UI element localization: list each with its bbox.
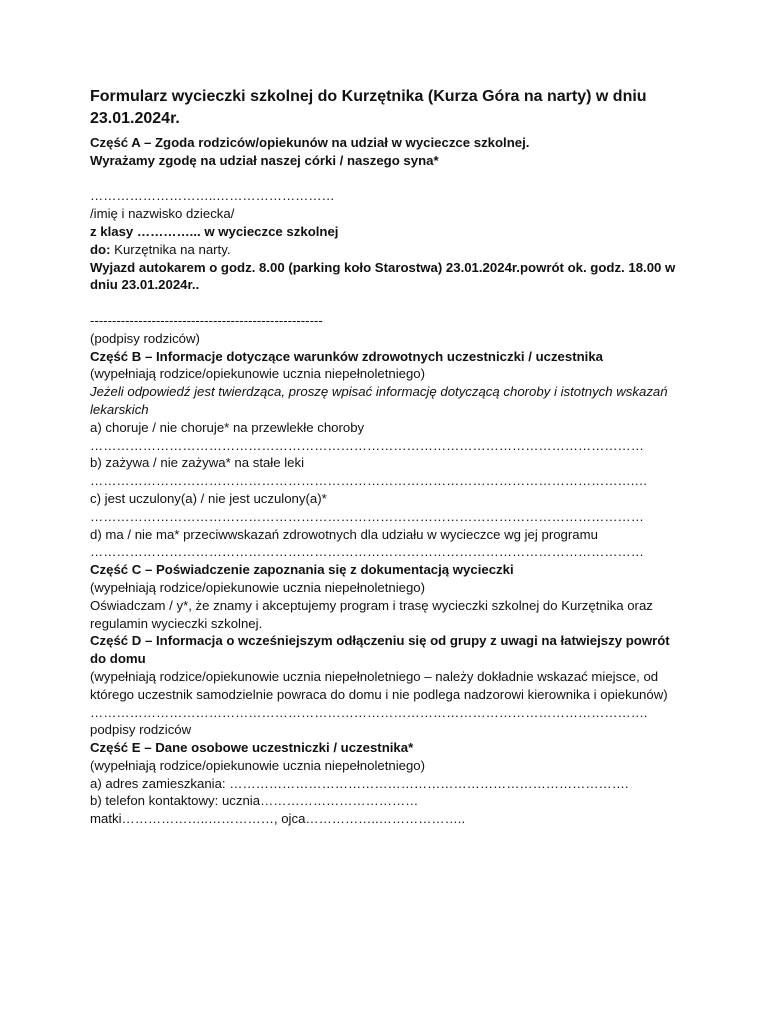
part-c-statement: Oświadczam / y*, że znamy i akceptujemy program i trasę wycieczki szkolnej do Kurzętnika oraz regulamin wycieczki szkolnej.	[90, 597, 653, 631]
part-a-heading: Część A – Zgoda rodziców/opiekunów na udział w wycieczce szkolnej.	[90, 135, 530, 150]
part-b	[90, 348, 680, 562]
destination-value: Kurzętnika na narty.	[110, 241, 231, 257]
health-item-d-dots: ………………………………………………………………………………………………………………	[90, 544, 644, 560]
health-item-b: b) zażywa / nie zażywa* na stałe leki	[90, 455, 305, 471]
spacer	[90, 294, 680, 312]
part-b-heading: Część B – Informacje dotyczące warunków zdrowotnych uczestniczki / uczestnika	[90, 348, 603, 364]
form-page	[90, 86, 680, 828]
part-d	[90, 632, 680, 739]
phone-line: b) telefon kontaktowy: ucznia………………………………	[90, 793, 419, 809]
part-a	[90, 134, 680, 348]
health-item-a: a) choruje / nie choruje* na przewlekłe choroby	[90, 419, 365, 435]
destination-line	[90, 241, 680, 259]
child-name-label: /imię i nazwisko dziecka/	[90, 206, 235, 222]
parents-signature-line: -----------------------------------------------------	[90, 312, 323, 328]
part-e-fill-note: (wypełniają rodzice/opiekunowie ucznia niepełnoletniego)	[90, 757, 426, 773]
health-item-a-dots: ………………………………………………………………………………………………………………	[90, 437, 644, 453]
part-d-signature-label: podpisy rodziców	[90, 722, 192, 738]
part-e-heading: Część E – Dane osobowe uczestniczki / uczestnika*	[90, 740, 414, 756]
health-item-d: d) ma / nie ma* przeciwwskazań zdrowotnych dla udziału w wycieczce wg jej programu	[90, 526, 598, 542]
parents-signature-label: (podpisy rodziców)	[90, 330, 200, 346]
part-c	[90, 561, 680, 632]
destination-label: do:	[90, 241, 111, 257]
part-d-heading: Część D – Informacja o wcześniejszym odłączeniu się od grupy z uwagi na łatwiejszy powrót do domu	[90, 633, 670, 667]
departure-info: Wyjazd autokarem o godz. 8.00 (parking koło Starostwa) 23.01.2024r.powrót ok. godz. 18.00 w dniu 23.01.2024r..	[90, 259, 676, 293]
child-name-line: ………………………..………………………	[90, 188, 335, 204]
health-item-c-dots: ………………………………………………………………………………………………………………	[90, 508, 644, 524]
part-b-italic-note-2: lekarskich	[90, 401, 149, 417]
consent-statement: Wyrażamy zgodę na udział naszej córki / naszego syna*	[90, 152, 439, 168]
form-title: Formularz wycieczki szkolnej do Kurzętnika (Kurza Góra na narty) w dniu 23.01.2024r.	[90, 88, 647, 127]
part-b-italic-note: Jeżeli odpowiedź jest twierdząca, proszę wpisać informację dotyczącą choroby i istotnych wskazań	[90, 384, 668, 400]
class-line: z klasy …………... w wycieczce szkolnej	[90, 223, 339, 239]
part-d-dots: ……………………………………………………………………………………………………………….	[90, 704, 648, 720]
part-d-fill-note: (wypełniają rodzice/opiekunowie ucznia niepełnoletniego – należy dokładnie wskazać miejsce, od którego uczestnik samodzielnie powraca do domu i nie podlega nadzorowi kierownika i opiekunów)	[90, 668, 668, 702]
health-item-b-dots: …………………………………………………………………………………………………………….…	[90, 473, 648, 489]
parents-phone-line: matki………………..……………, ojca……………..………………..	[90, 811, 466, 827]
health-item-c: c) jest uczulony(a) / nie jest uczulony(a)*	[90, 490, 327, 506]
address-line: a) adres zamieszkania: ……………………………………………………………………………….	[90, 775, 629, 791]
part-b-fill-note: (wypełniają rodzice/opiekunowie ucznia niepełnoletniego)	[90, 366, 426, 382]
part-c-heading: Część C – Poświadczenie zapoznania się z dokumentacją wycieczki	[90, 562, 514, 578]
spacer	[90, 170, 680, 188]
part-e	[90, 739, 680, 828]
part-c-fill-note: (wypełniają rodzice/opiekunowie ucznia niepełnoletniego)	[90, 579, 426, 595]
